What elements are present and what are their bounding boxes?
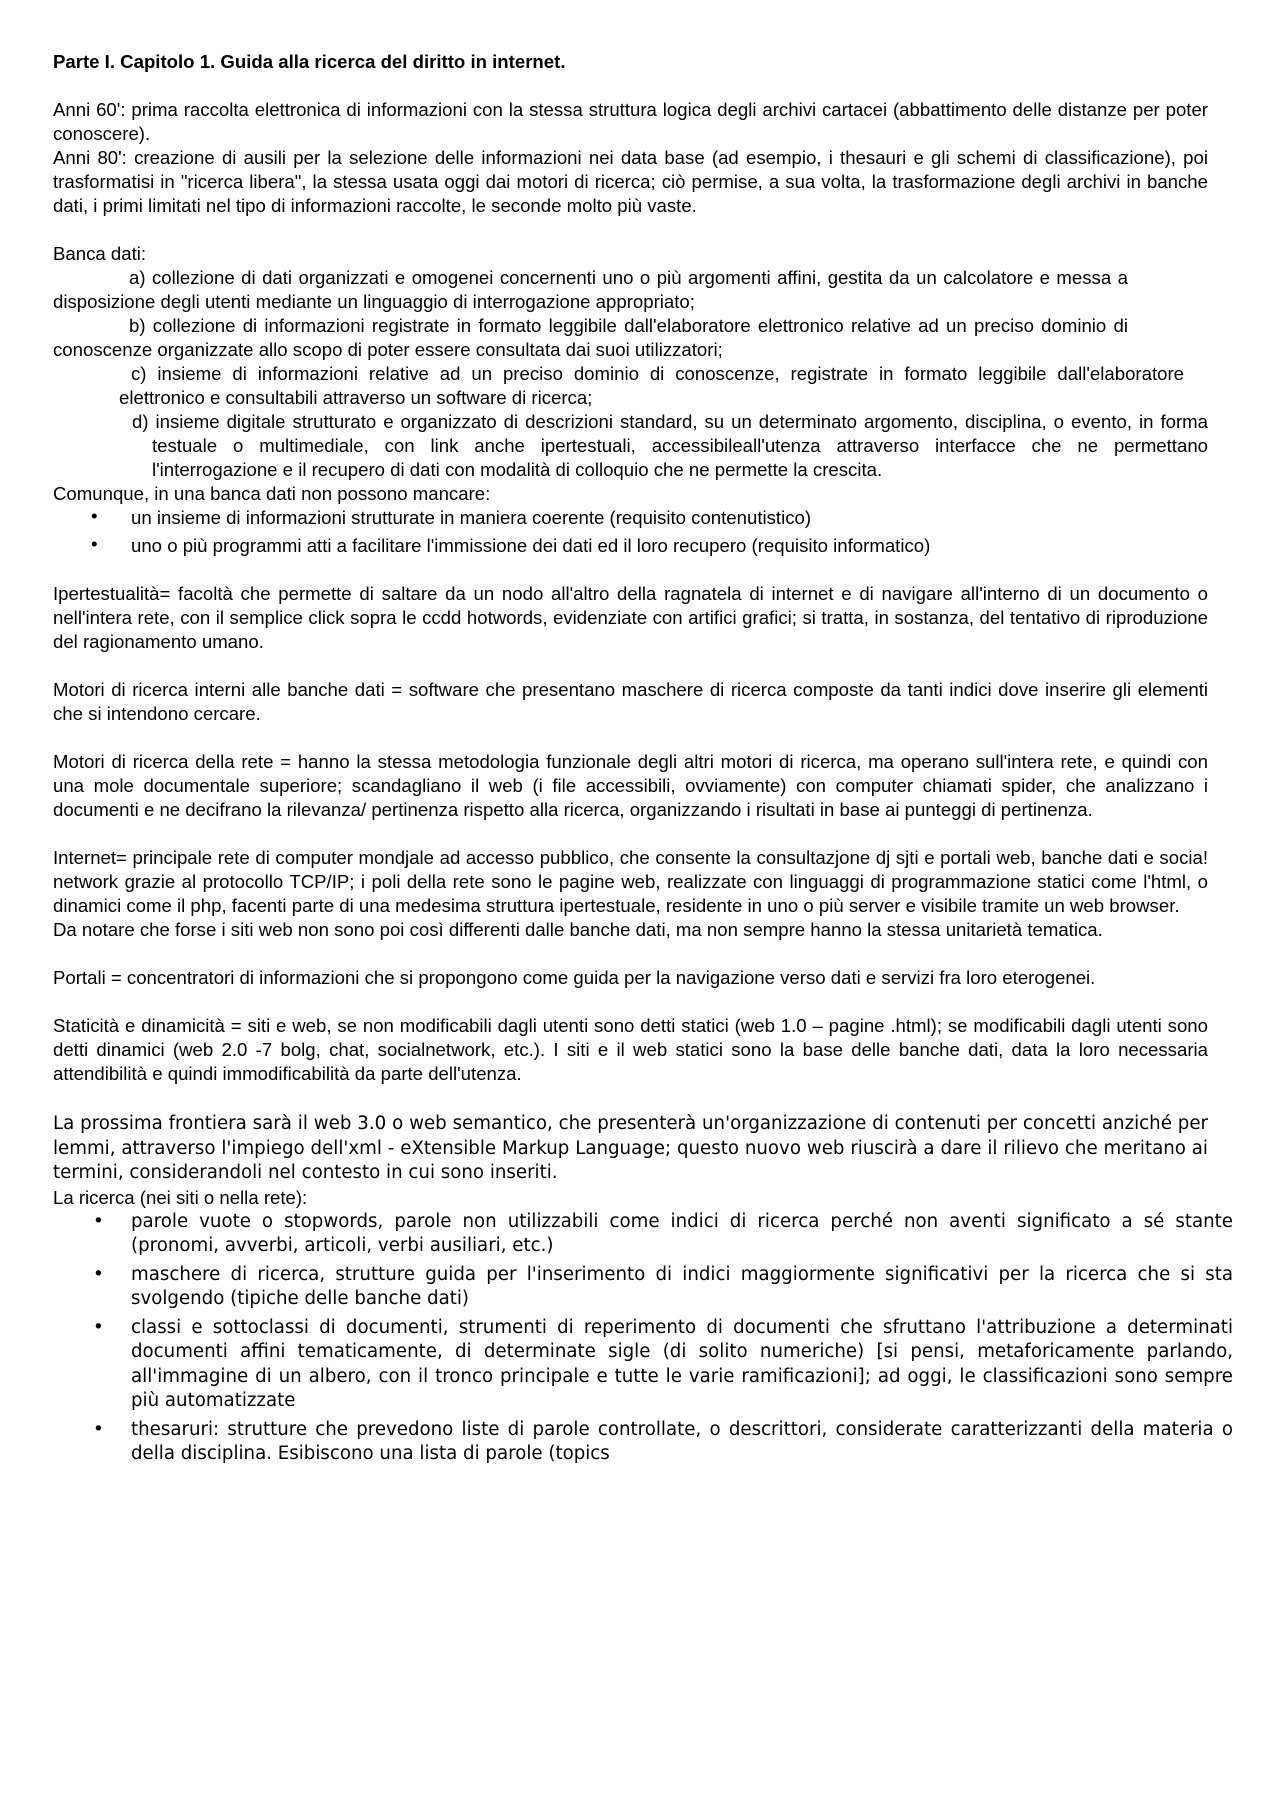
banca-dati-heading: Banca dati: bbox=[53, 243, 147, 264]
banca-dati-definition-c: c) insieme di informazioni relative ad un preciso dominio di conoscenze, registrate in formato leggibile dall'elaboratore elettronico e consultabili attraverso un software di ricerca; bbox=[119, 363, 1184, 408]
bullet-icon: • bbox=[91, 505, 98, 526]
list-item bbox=[53, 506, 1208, 530]
bullet-icon: • bbox=[93, 1316, 104, 1338]
intro-anni-80: Anni 80': creazione di ausili per la selezione delle informazioni nei data base (ad esempio, i thesauri e gli schemi di classificazione), poi trasformatisi in "ricerca libera", la stessa usata oggi dai motori di ricerca; ciò permise, a sua volta, la trasformazione degli archivi in banche dati, i primi limitati nel tipo di informazioni raccolte, le seconde molto più vaste. bbox=[53, 147, 1208, 216]
list-item bbox=[53, 1418, 1233, 1467]
requisiti-list bbox=[53, 506, 1208, 558]
list-item-text: uno o più programmi atti a facilitare l'immissione dei dati ed il loro recupero (requisito informatico) bbox=[131, 535, 931, 556]
ricerca-list bbox=[53, 1210, 1233, 1467]
la-ricerca-heading: La ricerca (nei siti o nella rete): bbox=[53, 1186, 308, 1208]
list-item bbox=[53, 534, 1208, 558]
list-item bbox=[53, 1316, 1233, 1414]
list-item-text: thesaruri: strutture che prevedono liste di parole controllate, o descrittori, considerate caratterizzanti della materia o della disciplina. Esibiscono una lista di parole (topics bbox=[131, 1418, 1233, 1464]
list-item bbox=[53, 1210, 1233, 1259]
list-item-text: maschere di ricerca, strutture guida per l'inserimento di indici maggiormente significativi per la ricerca che si sta svolgendo (tipiche delle banche dati) bbox=[131, 1263, 1233, 1309]
list-item-text: classi e sottoclassi di documenti, strumenti di reperimento di documenti che sfruttano l'attribuzione a determinati documenti affini tematicamente, di determinate sigle (di solito numeriche) [si pensi, metaforicamente parlando, all'immagine di un albero, con il tronco principale e tutte le varie ramificazioni]; ad oggi, le classificazioni sono sempre più automatizzate bbox=[131, 1316, 1233, 1411]
banca-dati-comunque: Comunque, in una banca dati non possono mancare: bbox=[53, 483, 491, 504]
bullet-icon: • bbox=[91, 533, 98, 554]
internet-paragraph: Internet= principale rete di computer mondjale ad accesso pubblico, che consente la consultazjone dj sjti e portali web, banche dati e socia! network grazie al protocollo TCP/IP; i poli della rete sono le pagine web, realizzate con linguaggi di programmazione statici come l'html, o dinamici come il php, facenti parte di una medesima struttura ipertestuale, residente in uno o più server e visibile tramite un web browser. bbox=[53, 847, 1208, 916]
list-item bbox=[53, 1263, 1233, 1312]
list-item-text: un insieme di informazioni strutturate in maniera coerente (requisito contenutistico) bbox=[131, 507, 812, 528]
bullet-icon: • bbox=[93, 1263, 104, 1285]
document-page bbox=[53, 50, 1233, 1471]
intro-anni-60: Anni 60': prima raccolta elettronica di informazioni con la stessa struttura logica degli archivi cartacei (abbattimento delle distanze per poter conoscere). bbox=[53, 99, 1208, 144]
ipertestualita-paragraph: Ipertestualità= facoltà che permette di saltare da un nodo all'altro della ragnatela di internet e di navigare all'interno di un documento o nell'intera rete, con il semplice click sopra le ccdd hotwords, evidenziate con artifici grafici; si tratta, in sostanza, del tentativo di riproduzione del ragionamento umano. bbox=[53, 583, 1208, 652]
portali-paragraph: Portali = concentratori di informazioni che si propongono come guida per la navigazione verso dati e servizi fra loro eterogenei. bbox=[53, 967, 1096, 988]
list-item-text: parole vuote o stopwords, parole non utilizzabili come indici di ricerca perché non aventi significato a sé stante (pronomi, avverbi, articoli, verbi ausiliari, etc.) bbox=[131, 1210, 1233, 1256]
staticita-paragraph: Staticità e dinamicità = siti e web, se non modificabili dagli utenti sono detti statici (web 1.0 – pagine .html); se modificabili dagli utenti sono detti dinamici (web 2.0 -7 bolg, chat, socialnetwork, etc.). I siti e il web statici sono la base delle banche dati, data la loro necessaria attendibilità e quindi immodificabilità da parte dell'utenza. bbox=[53, 1015, 1208, 1084]
da-notare-paragraph: Da notare che forse i siti web non sono poi così differenti dalle banche dati, ma non sempre hanno la stessa unitarietà tematica. bbox=[53, 919, 1103, 940]
motori-rete-paragraph: Motori di ricerca della rete = hanno la stessa metodologia funzionale degli altri motori di ricerca, ma operano sull'intera rete, e quindi con una mole documentale superiore; scandagliano il web (i file accessibili, ovviamente) con computer chiamati spider, che analizzano i documenti e ne decifrano la rilevanza/ pertinenza rispetto alla ricerca, organizzando i risultati in base ai punteggi di pertinenza. bbox=[53, 751, 1208, 820]
bullet-icon: • bbox=[93, 1210, 104, 1232]
page-title: Parte I. Capitolo 1. Guida alla ricerca del diritto in internet. bbox=[53, 51, 566, 72]
banca-dati-definition-a: a) collezione di dati organizzati e omogenei concernenti uno o più argomenti affini, gestita da un calcolatore e messa a disposizione degli utenti mediante un linguaggio di interrogazione appropriato; bbox=[53, 267, 1128, 312]
frontiera-paragraph: La prossima frontiera sarà il web 3.0 o web semantico, che presenterà un'organizzazione di contenuti per concetti anziché per lemmi, attraverso l'impiego dell'xml - eXtensible Markup Language; questo nuovo web riuscirà a dare il rilievo che meritano ai termini, considerandoli nel contesto in cui sono inseriti. bbox=[53, 1113, 1208, 1183]
bullet-icon: • bbox=[93, 1418, 104, 1440]
banca-dati-definition-b: b) collezione di informazioni registrate in formato leggibile dall'elaboratore elettronico relative ad un preciso dominio di conoscenze organizzate allo scopo di poter essere consultata dai suoi utilizzatori; bbox=[53, 315, 1128, 360]
motori-interni-paragraph: Motori di ricerca interni alle banche dati = software che presentano maschere di ricerca composte da tanti indici dove inserire gli elementi che si intendono cercare. bbox=[53, 679, 1208, 724]
banca-dati-definition-d: d) insieme digitale strutturato e organizzato di descrizioni standard, su un determinato argomento, disciplina, o evento, in forma testuale o multimediale, con link anche ipertestuali, accessibileall'utenza attraverso interfacce che ne permettano l'interrogazione e il recupero di dati con modalità di colloquio che ne permette la crescita. bbox=[132, 411, 1208, 480]
